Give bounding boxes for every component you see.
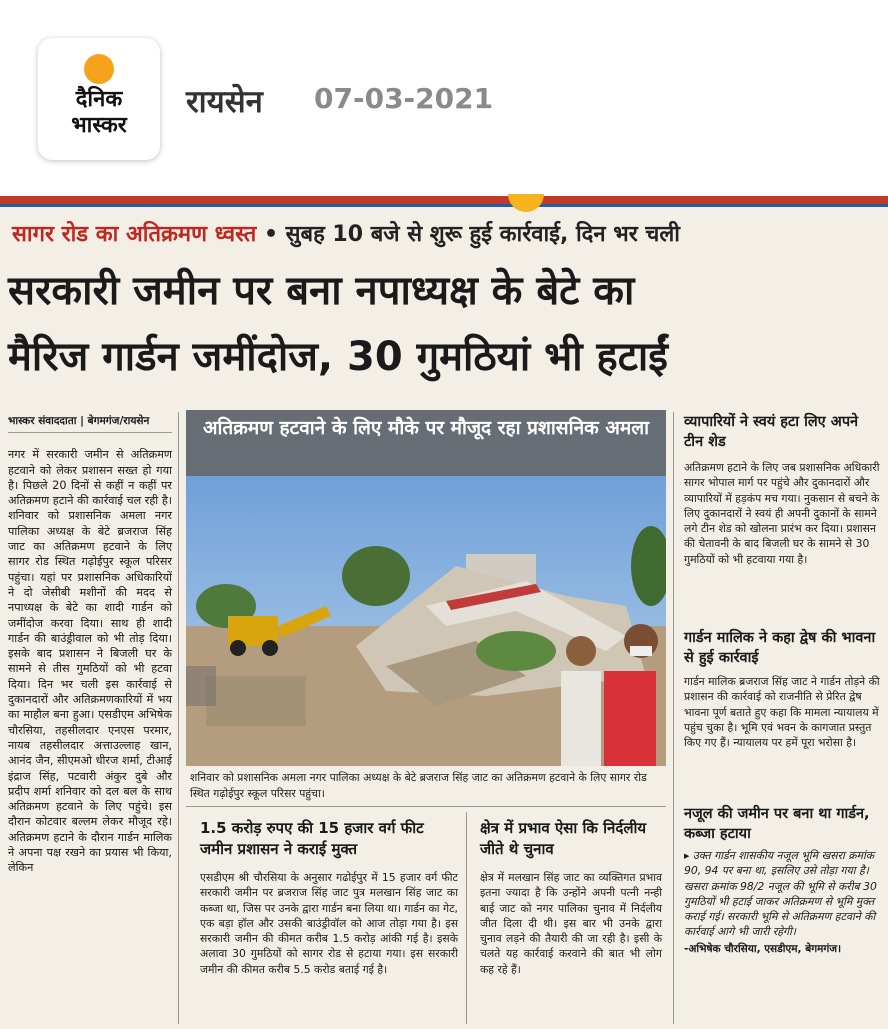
- edition-date: 07-03-2021: [314, 82, 494, 115]
- byline: भास्कर संवाददाता | बेगमगंज/रायसेन: [8, 414, 172, 433]
- right-story-3: [684, 804, 880, 957]
- sun-icon: [84, 54, 114, 84]
- right-story-1: [684, 412, 880, 567]
- logo-text-line1: दैनिक: [75, 87, 123, 112]
- photo-description: शनिवार को प्रशासनिक अमला नगर पालिका अध्यक्ष के बेटे ब्रजराज सिंह जाट का अतिक्रमण हटवाने के लिए सागर रोड स्थित गढ़ोईपुर स्कूल परिसर पहुंचा।: [190, 771, 647, 800]
- logo-text-line2: भास्कर: [71, 113, 127, 138]
- kicker-rest: • सुबह 10 बजे से शुरू हुई कार्रवाई, दिन भर चली: [263, 222, 680, 247]
- sub2-title: क्षेत्र में प्रभाव ऐसा कि निर्दलीय जीते थे चुनाव: [480, 819, 647, 858]
- app-header: [0, 0, 888, 200]
- photo-caption: अतिक्रमण हटवाने के लिए मौके पर मौजूद रहा प्रशासनिक अमला: [186, 410, 666, 476]
- main-column-text: नगर में सरकारी जमीन से अतिक्रमण हटवाने को लेकर प्रशासन सख्त हो गया है। पिछले 20 दिनों से कहीं न कहीं पर अतिक्रमण हटाने की कार्रवाई चल रही है। शनिवार को प्रशासनिक अमला नगर पालिका अध्यक्ष के बेटे ब्रजराज सिंह जाट का अतिक्रमण हटवाने के लिए सागर रोड स्थित गढ़ोईपुर स्कूल परिसर पहुंचा। यहां पर प्रशासनिक अधिकारियों ने दो जेसीबी मशीनों की मदद से नपाध्यक्ष के बेटे का शादी गार्डन को जमींदोज करवा दिया। साथ ही शादी गार्डन की बाउंड्रीवाल को भी तोड़ दिया। इसके बाद प्रशासन ने बिजली घर के सामने से तीस गुमठियों को भी हटवा दिया। दिन भर चली इस कार्रवाई से दुकानदारों और अतिक्रमणकारियों में भय का माहौल बना हुआ। एसडीएम अभिषेक चौरसिया, तहसीलदार एनएस परमार, नायब तहसीलदार अत्ताउल्लाह खान, आनंद जैन, सीएमओ धीरज शर्मा, टीआई इंद्राज सिंह, पटवारी अंकुर दुबे और प्रदीप शर्मा शनिवार को दल बल के साथ अतिक्रमण हटवाने के लिए पहुंचे। इस दौरान कोटवार बल्लम लेकर मौजूद रहे। अतिक्रमण हटाने के दौरान गार्डन मालिक ने अपना पक्ष रखने का प्रयास भी किया, लेकिन: [8, 448, 172, 875]
- masthead-band: [0, 196, 888, 204]
- sub1-title: 1.5 करोड़ रुपए की 15 हजार वर्ग फीट जमीन प्रशासन ने कराई मुक्त: [200, 819, 424, 858]
- r2-title: गार्डन मालिक ने कहा द्वेष की भावना से हुई कार्रवाई: [684, 630, 876, 666]
- headline-line-1: सरकारी जमीन पर बना नपाध्यक्ष के बेटे का: [8, 268, 635, 314]
- main-column: [8, 414, 172, 876]
- right-story-2: [684, 628, 880, 750]
- r1-title: व्यापारियों ने स्वयं हटा लिए अपने टीन शेड: [684, 414, 859, 450]
- edition-city: रायसेन: [186, 84, 263, 120]
- sun-mark-icon: [508, 194, 544, 212]
- photo-divider: [186, 806, 666, 807]
- r3-signature: -अभिषेक चौरसिया, एसडीएम, बेगमगंज।: [684, 942, 842, 955]
- sub1-text: एसडीएम श्री चौरसिया के अनुसार गढोईपुर में 15 हजार वर्ग फीट सरकारी जमीन पर ब्रजराज सिंह जाट पुत्र मलखान सिंह जाट का कब्जा था, जिस पर उनके द्वारा गार्डन बना लिया था। गार्डन का गेट, एक बड़ा हॉल और उसकी बाउंड्रीवॉल को आज तोड़ा गया है। इस सरकारी जमीन की कीमत करीब 1.5 करोड़ आंकी गई है। इसके अलावा 30 गुमठियों को सागर रोड से हटाया गया। इस सरकारी जमीन की कीमत करीब 5.5 करोड बताई गई है।: [200, 871, 458, 976]
- headline-line-2: मैरिज गार्डन जमींदोज, 30 गुमठियां भी हटाईं: [8, 334, 668, 380]
- person-left: [561, 636, 601, 766]
- r1-text: अतिक्रमण हटाने के लिए जब प्रशासनिक अधिकारी सागर भोपाल मार्ग पर पहुंचे और दुकानदारों और व्यापारियों में हड़कंप मच गया। नुकसान से बचने के लिए दुकानदारों ने स्वयं ही अपनी दुकानों के सामने लगे टीन शेड को खोलना प्रारंभ कर दिया। प्रशासन की चेतावनी के बाद बिजली घर के सामने से 30 गुमठियों को भी हटवाया गया है।: [684, 461, 880, 566]
- dainik-bhaskar-logo[interactable]: [38, 38, 160, 160]
- demolition-photo: [186, 476, 666, 766]
- right-column-divider: [673, 412, 674, 1024]
- column-divider: [178, 412, 179, 1024]
- r3-title: नजूल की जमीन पर बना था गार्डन, कब्जा हटाया: [684, 806, 870, 842]
- sub-divider: [466, 812, 467, 1024]
- r3-text: ▸ उक्त गार्डन शासकीय नजूल भूमि खसरा क्रमांक 90, 94 पर बना था, इसलिए उसे तोड़ा गया है। खसरा क्रमांक 98/2 नजूल की भूमि से करीब 30 गुमठियों भी हटाई जाकर अतिक्रमण से भूमि मुक्त कराई गई। सरकारी भूमि से अतिक्रमण हटवाने की कार्रवाई आगे भी जारी रहेगी।: [684, 849, 877, 939]
- kicker-red: सागर रोड का अतिक्रमण ध्वस्त: [12, 222, 257, 247]
- sub2-text: क्षेत्र में मलखान सिंह जाट का व्यक्तिगत प्रभाव इतना ज्यादा है कि उन्होंने अपनी पत्नी नन्ही बाई जाट को नगर पालिका चुनाव में निर्दलीय जीत दिला दी थी। इस बार भी उनके द्वारा चुनाव लड़ने की तैयारी की जा रही है। इसी के चलते यह कार्रवाई करवाने की बात भी लोग कह रहे हैं।: [480, 871, 662, 976]
- masthead-band-blue: [0, 204, 888, 207]
- r2-text: गार्डन मालिक ब्रजराज सिंह जाट ने गार्डन तोड़ने की प्रशासन की कार्रवाई को राजनीति से प्रेरित द्वेष भावना पूर्ण बताते हुए कहा कि मामला न्यायालय में पहुंच चुका है। भूमि एवं भवन के कागजात प्रस्तुत किए गए हैं। न्यायालय पर हमें पूरा भरोसा है।: [684, 675, 880, 750]
- kicker-line: [12, 218, 680, 248]
